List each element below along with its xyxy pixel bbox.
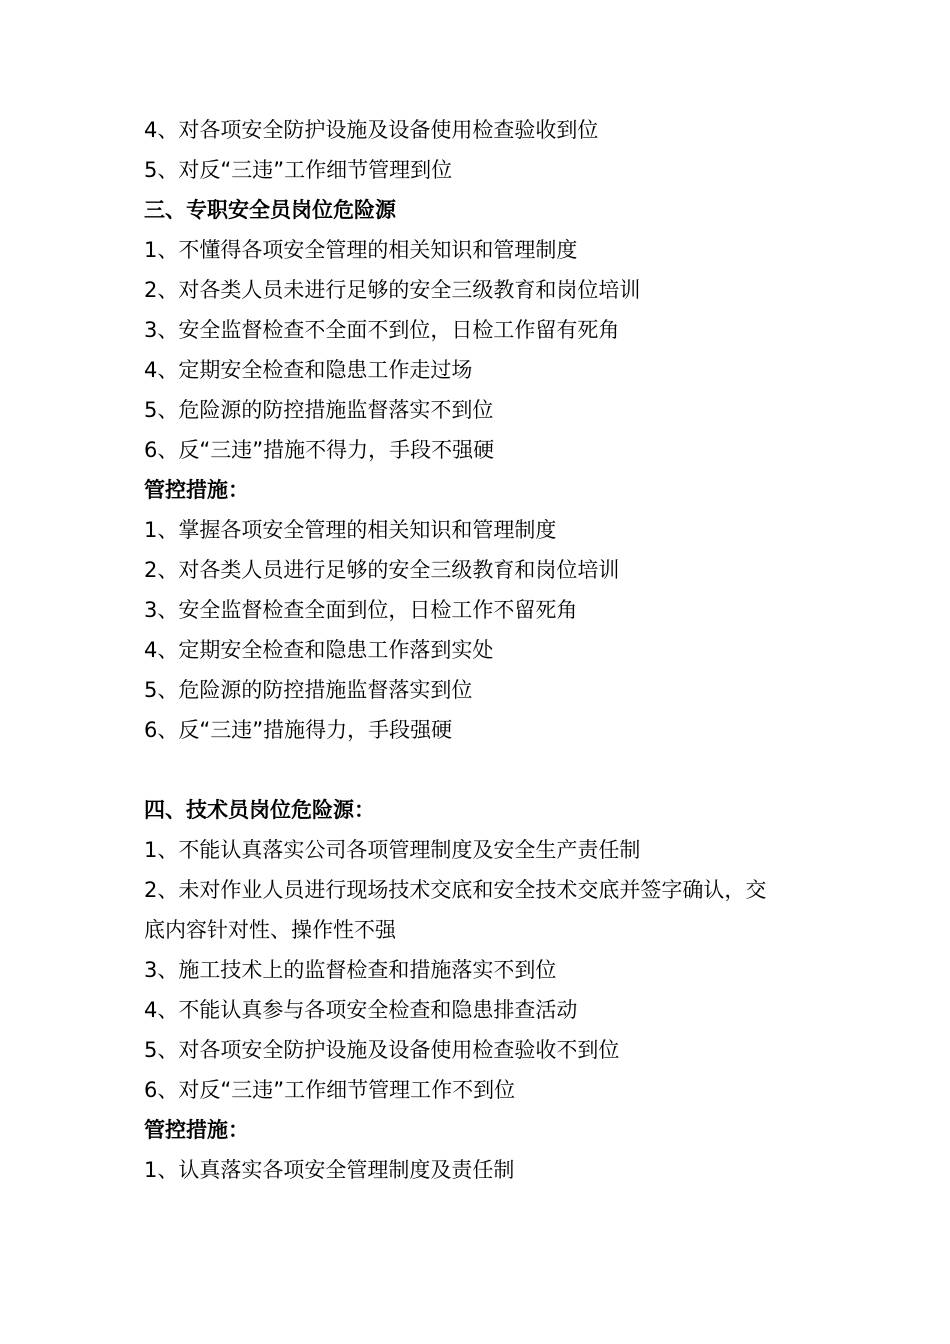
- list-item: 2、未对作业人员进行现场技术交底和安全技术交底并签字确认，交: [144, 878, 767, 902]
- list-item: 3、安全监督检查不全面不到位，日检工作留有死角: [144, 318, 620, 342]
- list-item: 3、安全监督检查全面到位，日检工作不留死角: [144, 598, 578, 622]
- list-item: 5、对各项安全防护设施及设备使用检查验收不到位: [144, 1038, 620, 1062]
- list-item: 2、对各类人员未进行足够的安全三级教育和岗位培训: [144, 278, 641, 302]
- list-item: 5、危险源的防控措施监督落实到位: [144, 678, 473, 702]
- section-heading-4: 四、技术员岗位危险源：: [144, 798, 375, 822]
- list-item: 6、反“三违”措施不得力，手段不强硬: [144, 438, 495, 462]
- list-item: 1、不懂得各项安全管理的相关知识和管理制度: [144, 238, 578, 262]
- section-heading-3: 三、专职安全员岗位危险源: [144, 198, 396, 222]
- list-item: 4、不能认真参与各项安全检查和隐患排查活动: [144, 998, 578, 1022]
- list-item: 2、对各类人员进行足够的安全三级教育和岗位培训: [144, 558, 620, 582]
- control-measures-label: 管控措施：: [144, 478, 249, 502]
- document-page: [144, 110, 824, 1190]
- list-item: 6、反“三违”措施得力，手段强硬: [144, 718, 453, 742]
- list-item: 1、不能认真落实公司各项管理制度及安全生产责任制: [144, 838, 641, 862]
- spacer: [144, 750, 824, 790]
- list-item: 4、定期安全检查和隐患工作落到实处: [144, 638, 494, 662]
- list-item: 1、掌握各项安全管理的相关知识和管理制度: [144, 518, 557, 542]
- list-item-continuation: 底内容针对性、操作性不强: [144, 918, 396, 942]
- list-item: 3、施工技术上的监督检查和措施落实不到位: [144, 958, 557, 982]
- list-item: 4、定期安全检查和隐患工作走过场: [144, 358, 473, 382]
- list-item: 4、对各项安全防护设施及设备使用检查验收到位: [144, 118, 599, 142]
- list-item: 5、危险源的防控措施监督落实不到位: [144, 398, 494, 422]
- control-measures-label: 管控措施：: [144, 1118, 249, 1142]
- list-item: 5、对反“三违”工作细节管理到位: [144, 158, 453, 182]
- list-item: 6、对反“三违”工作细节管理工作不到位: [144, 1078, 516, 1102]
- list-item: 1、认真落实各项安全管理制度及责任制: [144, 1158, 515, 1182]
